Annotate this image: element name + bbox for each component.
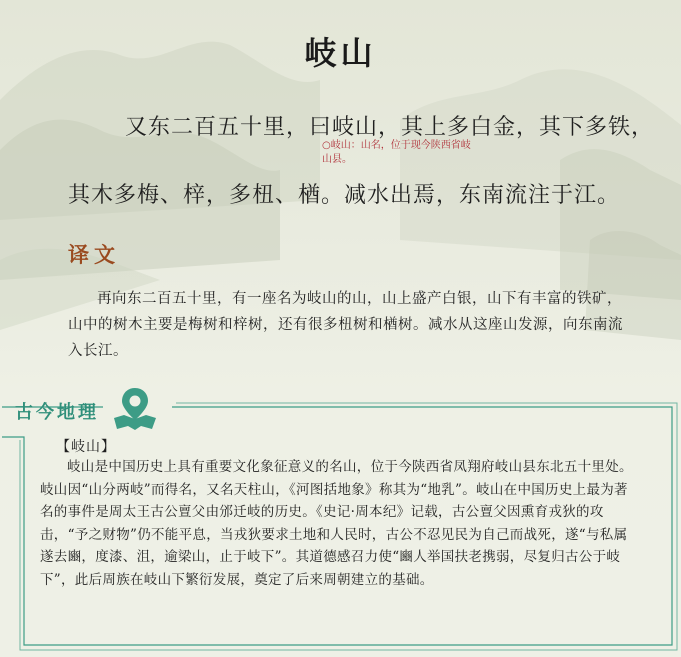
footnote-annotation: ○岐山：山名，位于现今陕西省岐山县。 [322,140,471,165]
translation-body: 再向东二百五十里，有一座名为岐山的山，山上盛产白银，山下有丰富的铁矿，山中的树木主要是梅树和梓树，还有很多杻树和楢树。减水从这座山发源，向东南流入长江。 [68,291,623,359]
page-title: 岐山 [304,34,377,72]
map-pin-icon [106,384,164,432]
original-text-line-2: 其木多梅、梓，多杻、楢。减水出焉，东南流注于江。 [68,183,621,208]
translation-heading: 译文 [68,242,120,267]
geography-body: 岐山是中国历史上具有重要文化象征意义的名山，位于今陕西省凤翔府岐山县东北五十里处。岐山因“山分两岐”而得名，又名天柱山，《河图括地象》称其为“地乳”。岐山在中国历史上最为著名的事件是周太王古公亶父由邠迁岐的历史。《史记·周本纪》记载，古公亶父因熏育戎狄的攻击，“予之财物”仍不能平息，当戎狄要求土地和人民时，古公不忍见民为自己而战死，遂“与私属遂去豳，度漆、沮，逾梁山，止于岐下”。其道德感召力使“豳人举国扶老携弱，尽复归古公于岐下”，此后周族在岐山下繁衍发展，奠定了后来周朝建立的基础。 [40,459,633,588]
geography-heading: 古今地理 [15,402,99,423]
original-text-line-1: 又东二百五十里，曰岐山，其上多白金，其下多铁， [125,115,655,140]
geography-subheading: 【岐山】 [56,439,116,455]
